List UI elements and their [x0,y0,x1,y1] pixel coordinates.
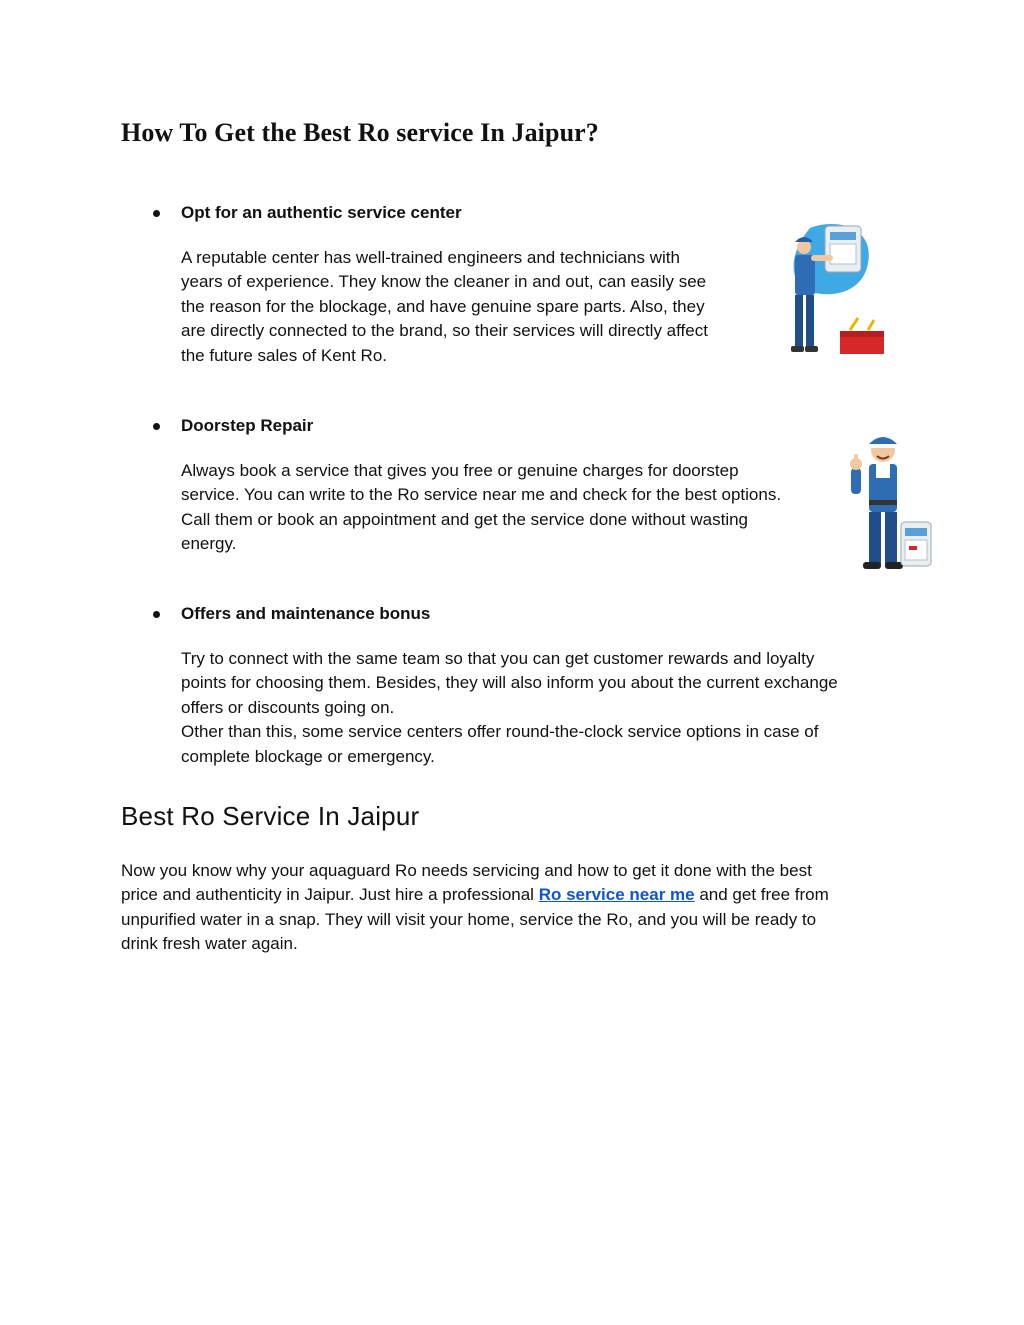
text-line: unpurified water in a snap. They will visit your home, service the Ro, and you will be ready to [121,909,817,929]
page-title: How To Get the Best Ro service In Jaipur? [121,118,599,147]
text-line: energy. [181,534,237,554]
section-2-title-text: Doorstep Repair [181,416,314,435]
ro-service-link[interactable]: Ro service near me [538,885,695,905]
text-line: price and authenticity in Jaipur. Just hire a professional [121,885,539,905]
text-line: Call them or book an appointment and get the service done without wasting [181,509,749,529]
text-line: are directly connected to the brand, so their services will directly affect [181,321,708,341]
text-line: Try to connect with the same team so that you can get customer rewards and loyalty [181,649,815,668]
section-3-paragraph [181,647,838,769]
text-line: points for choosing them. Besides, they will also inform you about the current exchange [181,673,838,693]
section-1-title [153,203,462,223]
text-line: years of experience. They know the cleaner in and out, can easily see [181,272,707,292]
text-line: the reason for the blockage, and have genuine spare parts. Also, they [181,296,705,316]
text-line: drink fresh water again. [121,934,298,954]
bullet-icon [153,611,160,618]
technician-fixing-purifier-illustration [780,218,892,360]
bullet-icon [153,210,160,217]
section-3-title-text: Offers and maintenance bonus [181,604,431,623]
section-1-paragraph [181,246,708,368]
technician-thumbs-up-illustration [843,430,935,575]
text-line: A reputable center has well-trained engineers and technicians with [181,248,680,267]
text-line: the future sales of Kent Ro. [181,345,388,365]
text-line: Now you know why your aquaguard Ro needs servicing and how to get it done with the best [121,861,812,880]
text-line: complete blockage or emergency. [181,746,435,766]
section-2-paragraph [181,459,781,557]
section-heading: Best Ro Service In Jaipur [121,801,420,831]
text-line: offers or discounts going on. [181,697,395,717]
text-line: and get free from [694,885,829,905]
text-line: service. You can write to the Ro service near me and check for the best options. [181,485,782,505]
bullet-icon [153,423,160,430]
section-3-title [153,604,430,624]
section-2-title [153,416,313,436]
text-line: Other than this, some service centers offer round-the-clock service options in case of [181,722,819,742]
closing-paragraph [121,859,911,957]
section-1-title-text: Opt for an authentic service center [181,203,462,222]
text-line: Always book a service that gives you free or genuine charges for doorstep [181,461,739,480]
